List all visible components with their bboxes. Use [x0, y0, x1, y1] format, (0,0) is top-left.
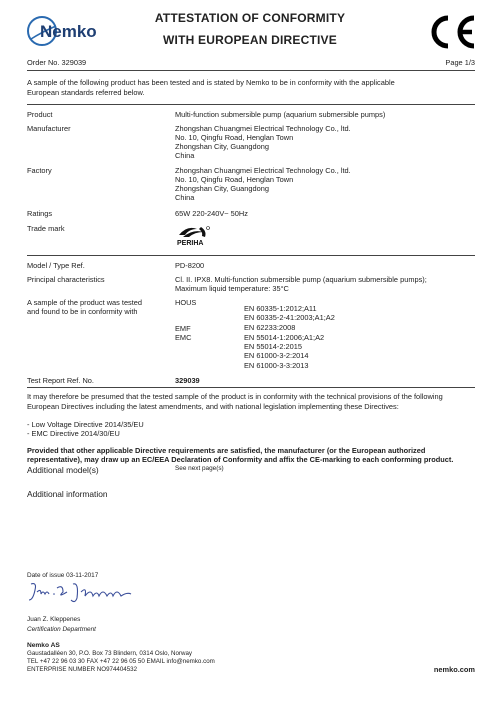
conformity-label: A sample of the product was tested — [27, 298, 143, 307]
standard-item: EN 61000-3-2:2014 — [244, 351, 309, 360]
factory-line: Zhongshan City, Guangdong — [175, 184, 269, 193]
intro-line2: European standards referred below. — [27, 88, 145, 97]
standard-item: EN 55014-1:2006;A1;A2 — [244, 333, 325, 342]
nemko-logo — [26, 14, 122, 48]
manufacturer-line: China — [175, 151, 195, 160]
footer-address: Gaustadalléen 30, P.O. Box 73 Blindern, 0314 Oslo, Norway — [27, 650, 192, 657]
additional-models-value: See next page(s) — [175, 465, 224, 472]
manufacturer-line: Zhongshan City, Guangdong — [175, 142, 269, 151]
logo-text: Nemko — [40, 22, 97, 41]
product-label: Product — [27, 110, 53, 119]
presumption-line: European Directives including the latest amendments, and with national legislation implementing these Directives: — [27, 402, 399, 411]
directive-item: - EMC Directive 2014/30/EU — [27, 429, 120, 438]
principal-line: Maximum liquid temperature: 35°C — [175, 284, 289, 293]
trademark-label: Trade mark — [27, 224, 65, 233]
directive-item: - Low Voltage Directive 2014/35/EU — [27, 420, 144, 429]
model-label: Model / Type Ref. — [27, 261, 85, 270]
standard-item: EN 60335-2-41:2003;A1;A2 — [244, 313, 335, 322]
standard-item: EN 61000-3-3:2013 — [244, 361, 309, 370]
standard-group-name: EMC — [175, 333, 192, 342]
standard-item: EN 62233:2008 — [244, 323, 296, 332]
standard-group-name: HOUS — [175, 298, 197, 307]
provided-line: representative), may draw up an EC/EEA Declaration of Conformity and affix the CE-marking to each conforming product. — [27, 455, 454, 464]
principal-label: Principal characteristics — [27, 275, 105, 284]
principal-line: Cl. II. IPX8. Multi-function submersible pump (aquarium submersible pumps); — [175, 275, 427, 284]
provided-line: Provided that other applicable Directive requirements are satisfied, the manufacturer (or the European authorized — [27, 446, 426, 455]
ce-mark-icon — [428, 14, 478, 50]
title-line1: ATTESTATION OF CONFORMITY — [154, 11, 346, 25]
manufacturer-line: Zhongshan Chuangmei Electrical Technology Co., ltd. — [175, 124, 351, 133]
header-rule — [27, 70, 475, 71]
presumption-line: It may therefore be presumed that the tested sample of the product is in conformity with the technical provisions of the following — [27, 392, 443, 401]
factory-line: China — [175, 193, 195, 202]
factory-line: No. 10, Qingfu Road, Henglan Town — [175, 175, 294, 184]
intro-line1: A sample of the following product has been tested and is stated by Nemko to be in conformity with the applicable — [27, 78, 395, 87]
report-label: Test Report Ref. No. — [27, 376, 94, 385]
section-rule — [27, 255, 475, 256]
report-value: 329039 — [175, 376, 200, 385]
model-value: PD-8200 — [175, 261, 205, 270]
product-value: Multi-function submersible pump (aquarium submersible pumps) — [175, 110, 386, 119]
signatory-role: Certification Department — [27, 626, 96, 633]
footer-enterprise: ENTERPRISE NUMBER NO974404532 — [27, 666, 138, 673]
manufacturer-line: No. 10, Qingfu Road, Henglan Town — [175, 133, 294, 142]
signatory-name: Juan Z. Kleppenes — [27, 616, 81, 623]
footer-company: Nemko AS — [27, 642, 60, 649]
periha-brand-logo — [175, 223, 227, 247]
factory-label: Factory — [27, 166, 52, 175]
standard-item: EN 55014-2:2015 — [244, 342, 302, 351]
issue-date: Date of issue 03-11-2017 — [27, 572, 99, 579]
page-number: Page 1/3 — [445, 58, 475, 67]
section-rule — [27, 104, 475, 105]
standard-item: EN 60335-1:2012;A11 — [244, 304, 317, 313]
additional-models-label: Additional model(s) — [27, 465, 99, 475]
brand-text: PERIHA — [177, 240, 204, 247]
factory-line: Zhongshan Chuangmei Electrical Technology Co., ltd. — [175, 166, 351, 175]
signature-image — [27, 578, 147, 610]
conformity-label: and found to be in conformity with — [27, 307, 138, 316]
footer-contact: TEL +47 22 96 03 30 FAX +47 22 96 05 50 EMAIL info@nemko.com — [27, 658, 215, 665]
ratings-label: Ratings — [27, 209, 53, 218]
manufacturer-label: Manufacturer — [27, 124, 71, 133]
ratings-value: 65W 220-240V~ 50Hz — [175, 209, 248, 218]
order-number: Order No. 329039 — [27, 58, 87, 67]
title-line2: WITH EUROPEAN DIRECTIVE — [163, 33, 337, 47]
section-rule — [27, 387, 475, 388]
footer-website[interactable]: nemko.com — [433, 665, 475, 674]
standard-group-name: EMF — [175, 324, 191, 333]
additional-info-label: Additional information — [27, 489, 108, 499]
